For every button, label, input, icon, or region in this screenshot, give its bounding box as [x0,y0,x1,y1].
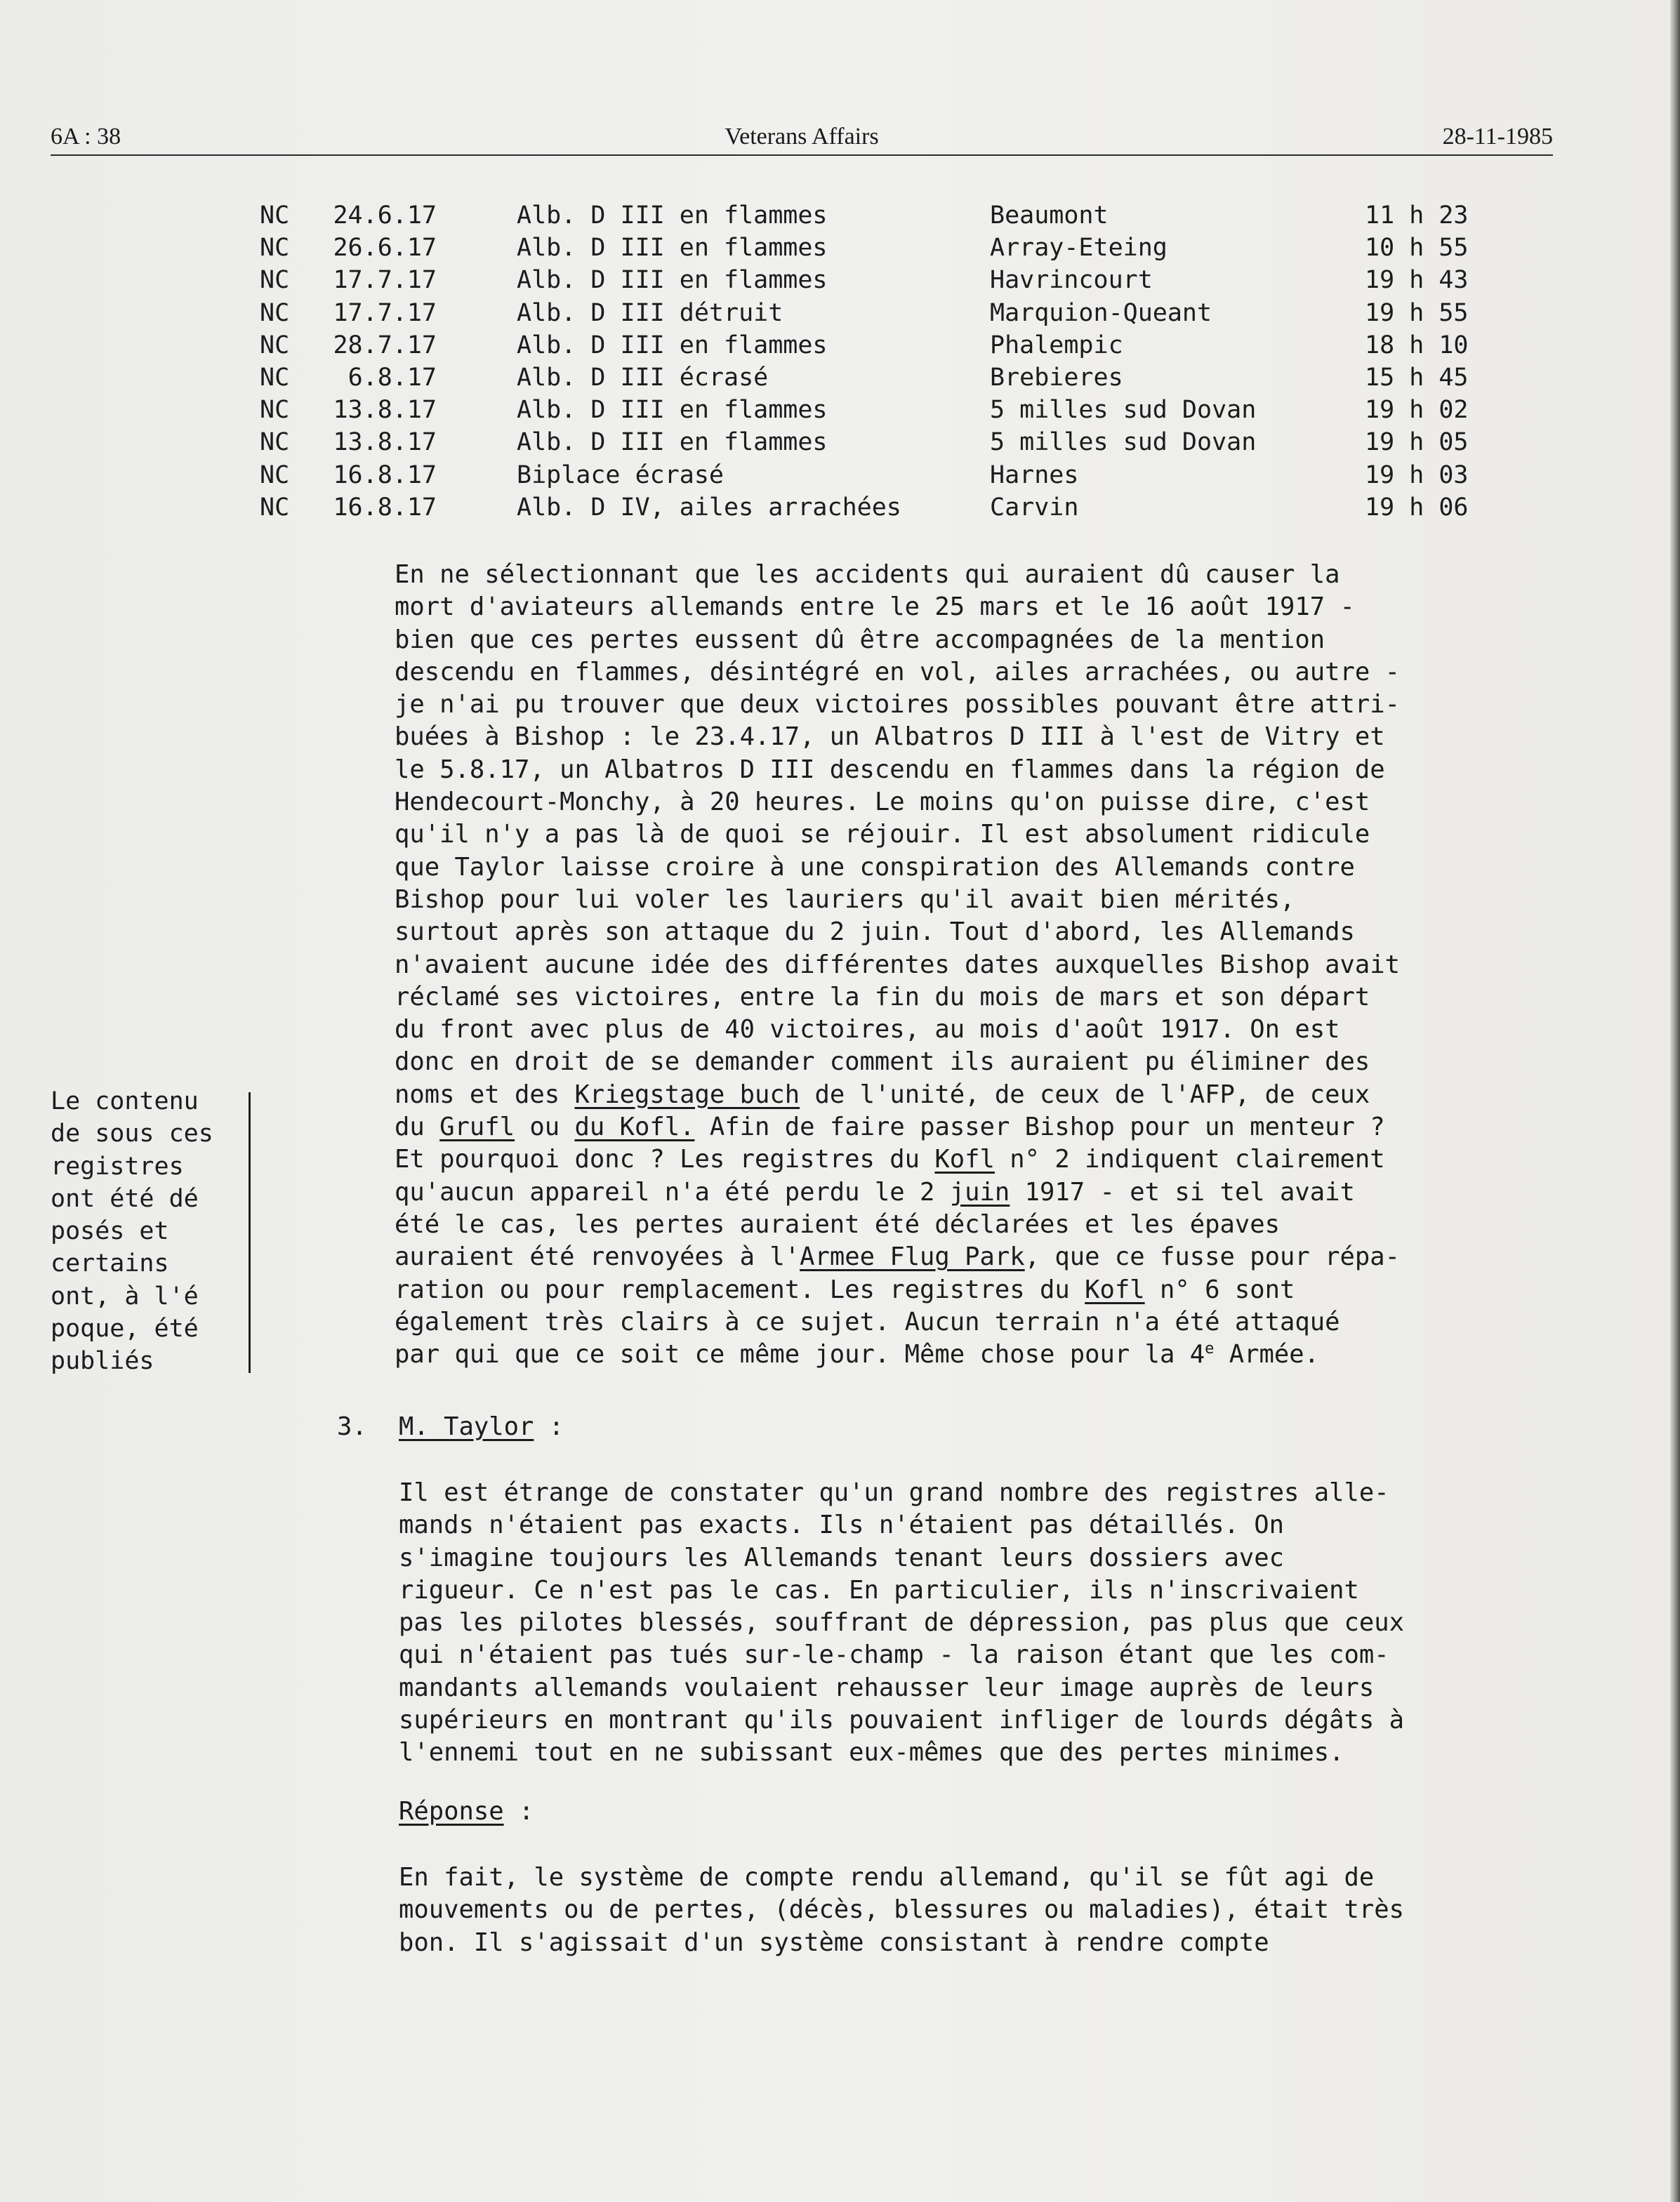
text-line: Le contenu [51,1087,199,1115]
response-heading: Réponse : [399,1797,534,1826]
page-date: 28-11-1985 [1442,124,1553,150]
publication-title: Veterans Affairs [725,124,879,150]
text-line: par qui que ce soit ce même jour. Même chose pour la 4e Armée. [395,1340,1320,1369]
text-line: auraient été renvoyées à l'Armee Flug Park, que ce fusse pour répa- [395,1242,1400,1272]
margin-bracket [249,1092,251,1373]
place-cell: 5 milles sud Dovan [990,396,1257,425]
aircraft-cell: Alb. D III détruit [517,298,783,327]
code-cell: NC [260,396,290,425]
aircraft-cell: Alb. D III écrasé [517,363,769,392]
date-cell: 16.8.17 [333,493,437,522]
time-cell: 19 h 03 [1365,460,1469,489]
date-cell: 13.8.17 [333,396,437,425]
code-cell: NC [260,266,290,295]
date-cell: 26.6.17 [333,234,437,263]
place-cell: Marquion-Queant [990,298,1212,327]
text-line: n'avaient aucune idée des différentes dates auxquelles Bishop avait [395,950,1400,979]
text-line: Hendecourt-Monchy, à 20 heures. Le moins qu'on puisse dire, c'est [395,788,1370,817]
paragraph-3 [399,1862,1494,1959]
text-line: le 5.8.17, un Albatros D III descendu en flammes dans la région de [395,755,1385,784]
code-cell: NC [260,363,290,392]
paragraph-1 [395,559,1490,1371]
code-cell: NC [260,493,290,522]
text-line: supérieurs en montrant qu'ils pouvaient infliger de lourds dégâts à [399,1706,1404,1735]
time-cell: 19 h 55 [1365,298,1469,327]
text-line: qu'aucun appareil n'a été perdu le 2 juin 1917 - et si tel avait [395,1177,1355,1207]
time-cell: 19 h 06 [1365,493,1469,522]
text-line: Bishop pour lui voler les lauriers qu'il avait bien mérités, [395,884,1295,914]
text-line: mouvements ou de pertes, (décès, blessures ou maladies), était très [399,1895,1404,1925]
place-cell: Harnes [990,460,1079,489]
date-cell: 6.8.17 [348,363,437,392]
place-cell: Phalempic [990,331,1123,359]
page-header [51,124,1553,156]
text-line: ont, à l'é [51,1282,199,1311]
date-cell: 13.8.17 [333,428,437,457]
code-cell: NC [260,428,290,457]
text-line: En ne sélectionnant que les accidents qui auraient dû causer la [395,560,1340,589]
code-cell: NC [260,331,290,359]
text-line: que Taylor laisse croire à une conspiration des Allemands contre [395,852,1355,882]
text-line: surtout après son attaque du 2 juin. Tout d'abord, les Allemands [395,917,1355,947]
text-line: En fait, le système de compte rendu allemand, qu'il se fût agi de [399,1863,1375,1892]
text-line: mands n'étaient pas exacts. Ils n'étaient pas détaillés. On [399,1511,1284,1540]
place-cell: 5 milles sud Dovan [990,428,1257,457]
text-line: je n'ai pu trouver que deux victoires possibles pouvant être attri- [395,690,1400,719]
text-line: s'imagine toujours les Allemands tenant leurs dossiers avec [399,1543,1284,1572]
section-title: M. Taylor : [399,1412,564,1441]
place-cell: Havrincourt [990,266,1153,295]
text-line: ration ou pour remplacement. Les registres du Kofl n° 6 sont [395,1275,1295,1304]
aircraft-cell: Biplace écrasé [517,460,725,489]
code-cell: NC [260,298,290,327]
text-line: qui n'étaient pas tués sur-le-champ - la raison étant que les com- [399,1640,1389,1670]
section-number: 3. [337,1412,367,1441]
code-cell: NC [260,460,290,489]
code-cell: NC [260,201,290,230]
place-cell: Beaumont [990,201,1109,230]
aircraft-cell: Alb. D IV, ailes arrachées [517,493,901,522]
aircraft-cell: Alb. D III en flammes [517,428,828,457]
text-line: pas les pilotes blessés, souffrant de dépression, pas plus que ceux [399,1608,1404,1638]
text-line: poque, été [51,1315,199,1344]
time-cell: 19 h 02 [1365,396,1469,425]
text-line: également très clairs à ce sujet. Aucun terrain n'a été attaqué [395,1307,1340,1337]
text-line: publiés [51,1347,154,1376]
place-cell: Carvin [990,493,1079,522]
place-cell: Array-Eteing [990,234,1168,263]
text-line: ont été dé [51,1184,199,1213]
margin-note [51,1085,247,1378]
text-line: de sous ces [51,1120,213,1148]
text-line: registres [51,1152,184,1181]
time-cell: 19 h 05 [1365,428,1469,457]
place-cell: Brebieres [990,363,1123,392]
time-cell: 10 h 55 [1365,234,1469,263]
aircraft-cell: Alb. D III en flammes [517,331,828,359]
aircraft-cell: Alb. D III en flammes [517,396,828,425]
date-cell: 24.6.17 [333,201,437,230]
date-cell: 16.8.17 [333,460,437,489]
aircraft-cell: Alb. D III en flammes [517,201,828,230]
binding-edge [1670,0,1680,2202]
date-cell: 17.7.17 [333,298,437,327]
text-line: l'ennemi tout en ne subissant eux-mêmes que des pertes minimes. [399,1738,1344,1767]
time-cell: 11 h 23 [1365,201,1469,230]
text-line: mort d'aviateurs allemands entre le 25 mars et le 16 août 1917 - [395,592,1355,622]
text-line: du Grufl ou du Kofl. Afin de faire passer Bishop pour un menteur ? [395,1113,1385,1142]
aircraft-cell: Alb. D III en flammes [517,266,828,295]
text-line: Et pourquoi donc ? Les registres du Kofl n° 2 indiquent clairement [395,1145,1385,1174]
text-line: Il est étrange de constater qu'un grand nombre des registres alle- [399,1478,1389,1507]
text-line: buées à Bishop : le 23.4.17, un Albatros D III à l'est de Vitry et [395,722,1385,752]
text-line: du front avec plus de 40 victoires, au mois d'août 1917. On est [395,1015,1340,1044]
text-line: qu'il n'y a pas là de quoi se réjouir. Il est absolument ridicule [395,820,1370,849]
page-number: 6A : 38 [51,124,121,150]
text-line: réclamé ses victoires, entre la fin du mois de mars et son départ [395,982,1370,1012]
text-line: mandants allemands voulaient rehausser leur image auprès de leurs [399,1673,1375,1702]
date-cell: 17.7.17 [333,266,437,295]
text-line: posés et [51,1217,169,1246]
text-line: noms et des Kriegstage buch de l'unité, de ceux de l'AFP, de ceux [395,1080,1370,1109]
text-line: rigueur. Ce n'est pas le cas. En particulier, ils n'inscrivaient [399,1575,1359,1605]
aircraft-cell: Alb. D III en flammes [517,234,828,263]
time-cell: 19 h 43 [1365,266,1469,295]
time-cell: 15 h 45 [1365,363,1469,392]
text-line: descendu en flammes, désintégré en vol, ailes arrachées, ou autre - [395,657,1400,687]
text-line: certains [51,1249,169,1278]
paragraph-2 [399,1477,1494,1770]
text-line: été le cas, les pertes auraient été déclarées et les épaves [395,1209,1280,1239]
text-line: bon. Il s'agissait d'un système consistant à rendre compte [399,1928,1269,1957]
date-cell: 28.7.17 [333,331,437,359]
time-cell: 18 h 10 [1365,331,1469,359]
code-cell: NC [260,234,290,263]
text-line: donc en droit de se demander comment ils auraient pu éliminer des [395,1047,1370,1077]
text-line: bien que ces pertes eussent dû être accompagnées de la mention [395,625,1325,654]
